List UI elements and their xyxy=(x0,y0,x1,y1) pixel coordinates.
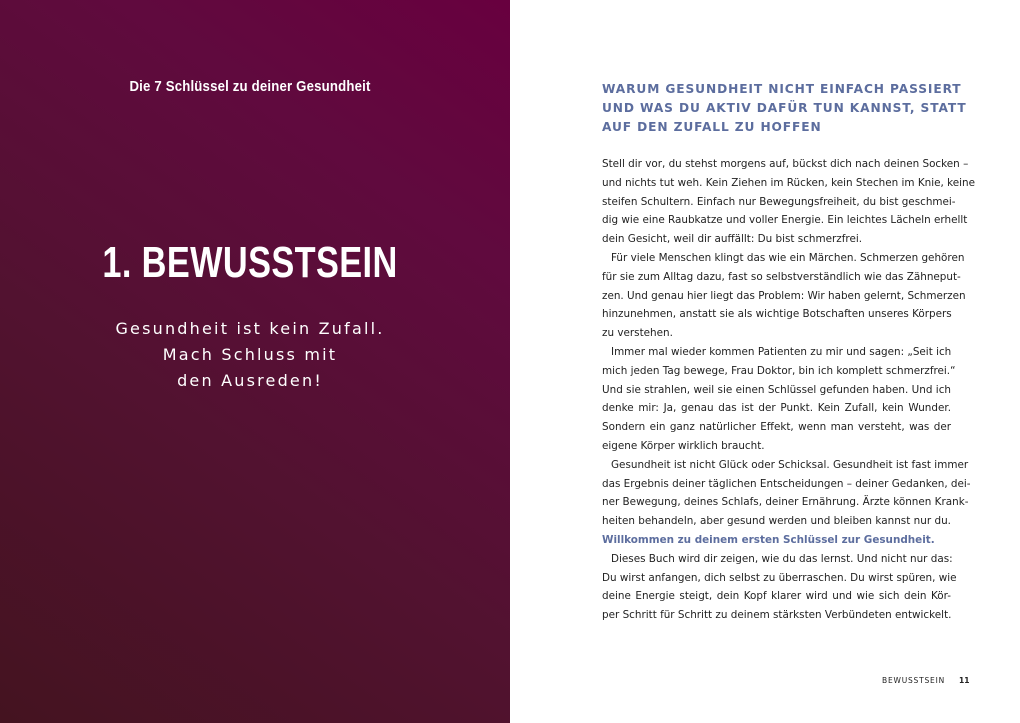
body-line: ner Bewegung, deines Schlafs, deiner Ernährung. Ärzte können Krank- xyxy=(602,496,969,509)
chapter-subtitle xyxy=(0,316,500,394)
highlighted-sentence: Willkommen zu deinem ersten Schlüssel zur Gesundheit. xyxy=(602,533,935,546)
body-line: und nichts tut weh. Kein Ziehen im Rücken, kein Stechen im Knie, keine xyxy=(602,176,976,189)
heading-line: AUF DEN ZUFALL ZU HOFFEN xyxy=(602,120,822,134)
body-line: per Schritt für Schritt zu deinem stärksten Verbündeten entwickelt. xyxy=(602,609,952,622)
series-title: Die 7 Schlüssel zu deiner Gesundheit xyxy=(129,78,371,95)
subtitle-line: Mach Schluss mit xyxy=(162,345,338,364)
heading-line: UND WAS DU AKTIV DAFÜR TUN KANNST, STATT xyxy=(602,101,967,115)
body-line: eigene Körper wirklich braucht. xyxy=(602,439,765,452)
body-line: hinzunehmen, anstatt sie als wichtige Botschaften unseres Körpers xyxy=(602,308,952,321)
body-line: deine Energie steigt, dein Kopf klarer wird und wie sich dein Kör- xyxy=(602,590,951,603)
body-line: Stell dir vor, du stehst morgens auf, bückst dich nach deinen Socken – xyxy=(602,158,969,170)
body-line: zu verstehen. xyxy=(602,327,673,340)
body-line: für sie zum Alltag dazu, fast so selbstverständlich wie das Zähneput- xyxy=(602,270,961,283)
chapter-title: 1. BEWUSSTSEIN xyxy=(102,238,398,287)
body-line: Gesundheit ist nicht Glück oder Schicksal. Gesundheit ist fast immer xyxy=(611,458,969,471)
subtitle-line: Gesundheit ist kein Zufall. xyxy=(115,319,385,338)
body-line: steifen Schultern. Einfach nur Bewegungsfreiheit, du bist geschmei- xyxy=(602,195,956,208)
body-line: das Ergebnis deiner täglichen Entscheidungen – deiner Gedanken, dei- xyxy=(602,477,971,490)
subtitle-line: den Ausreden! xyxy=(177,371,323,390)
body-line: Sondern ein ganz natürlicher Effekt, wenn man versteht, was der xyxy=(602,421,951,434)
body-line: heiten behandeln, aber gesund werden und bleiben kannst nur du. xyxy=(602,515,951,528)
body-line: mich jeden Tag bewege, Frau Doktor, bin ich komplett schmerzfrei.“ xyxy=(602,364,956,377)
page-number: 11 xyxy=(959,676,970,685)
body-line: dig wie eine Raubkatze und voller Energie. Ein leichtes Lächeln erhellt xyxy=(602,214,968,227)
body-line: Und sie strahlen, weil sie einen Schlüssel gefunden haben. Und ich xyxy=(602,383,951,396)
body-line: zen. Und genau hier liegt das Problem: Wir haben gelernt, Schmerzen xyxy=(602,289,966,302)
section-heading xyxy=(602,80,967,137)
body-text xyxy=(602,155,976,625)
body-line: Dieses Buch wird dir zeigen, wie du das lernst. Und nicht nur das: xyxy=(611,552,953,565)
page-footer xyxy=(882,676,969,685)
running-head: BEWUSSTSEIN xyxy=(882,676,946,685)
right-page xyxy=(510,0,1020,723)
body-line: Immer mal wieder kommen Patienten zu mir und sagen: „Seit ich xyxy=(611,345,952,358)
heading-line: WARUM GESUNDHEIT NICHT EINFACH PASSIERT xyxy=(602,82,962,96)
body-line: denke mir: Ja, genau das ist der Punkt. Kein Zufall, kein Wunder. xyxy=(602,402,951,415)
body-line: dein Gesicht, weil dir auffällt: Du bist schmerzfrei. xyxy=(602,233,863,246)
body-line: Für viele Menschen klingt das wie ein Märchen. Schmerzen gehören xyxy=(611,251,965,264)
body-line: Du wirst anfangen, dich selbst zu überraschen. Du wirst spüren, wie xyxy=(602,571,957,584)
